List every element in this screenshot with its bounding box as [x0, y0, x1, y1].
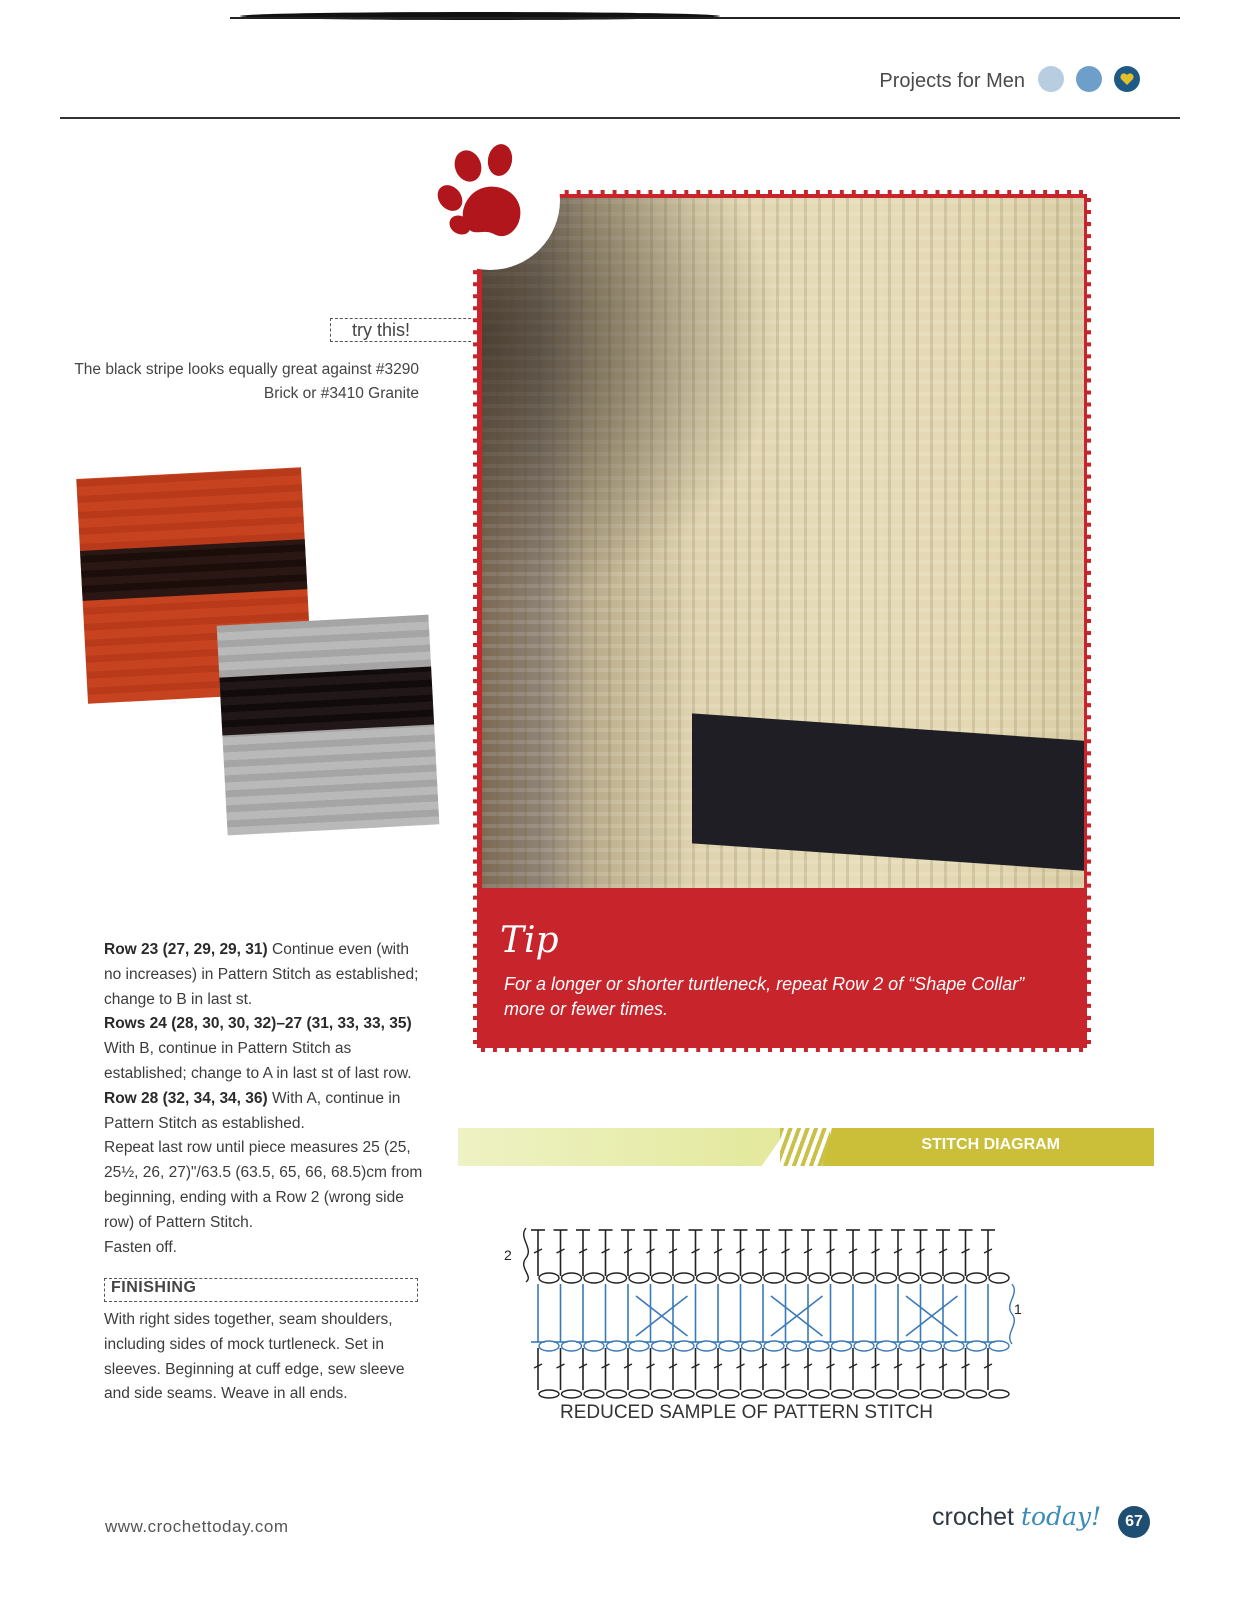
foundation-chain-loop [854, 1390, 874, 1398]
foundation-chain [534, 1348, 1009, 1398]
row-28-paragraph [104, 1087, 424, 1137]
foundation-chain-loop [539, 1390, 559, 1398]
foundation-chain-loop [809, 1390, 829, 1398]
row-2-chain [562, 1273, 582, 1283]
foundation-chain-loop [607, 1390, 627, 1398]
section-title: Projects for Men [879, 70, 1025, 92]
row-2-chain [899, 1273, 919, 1283]
footer-brand [932, 1502, 1101, 1532]
brand-script: today! [1020, 1502, 1102, 1531]
page-number: 67 [1118, 1506, 1150, 1538]
foundation-chain-loop [629, 1390, 649, 1398]
row-2-chain [742, 1273, 762, 1283]
swatch-black-stripe [80, 539, 307, 601]
brand-plain: crochet [932, 1503, 1014, 1531]
row-2-chain [652, 1273, 672, 1283]
stitch-diagram [500, 1218, 1030, 1418]
stitch-diagram-banner-left [458, 1128, 788, 1166]
row-2-chain [584, 1273, 604, 1283]
row-2-chain [787, 1273, 807, 1283]
paw-icon [420, 130, 560, 270]
row-23-text: Continue even (with no increases) in Pattern Stitch as established; change to B in last st. [104, 941, 419, 1008]
row-2-chain [967, 1273, 987, 1283]
finishing-heading: FINISHING [111, 1279, 197, 1296]
foundation-chain-loop [832, 1390, 852, 1398]
row-2-chain [697, 1273, 717, 1283]
try-this-label: try this! [352, 320, 411, 340]
heart-dot-icon [1114, 66, 1140, 92]
row-2-chain [832, 1273, 852, 1283]
foundation-chain-loop [719, 1390, 739, 1398]
finishing-text: With right sides together, seam shoulders, including sides of mock turtleneck. Set in sleeves. Beginning at cuff edge, sew sleeve and side seams. Weave in all ends. [104, 1311, 405, 1403]
rows-24-label: Rows 24 (28, 30, 30, 32)–27 (31, 33, 33, 35) [104, 1015, 412, 1033]
pattern-instructions [104, 938, 424, 1260]
repeat-paragraph: Repeat last row until piece measures 25 (25, 25½, 26, 27)"/63.5 (63.5, 65, 66, 68.5)cm from beginning, ending with a Row 2 (wrong side row) of Pattern Stitch. [104, 1139, 423, 1231]
row-2-label: 2 [504, 1247, 512, 1263]
row-2-chain [674, 1273, 694, 1283]
diagram-caption: REDUCED SAMPLE OF PATTERN STITCH [560, 1402, 933, 1423]
row-1-label: 1 [1014, 1301, 1022, 1317]
row-23-label: Row 23 (27, 29, 29, 31) [104, 941, 268, 958]
rows-24-paragraph [104, 1012, 424, 1086]
stitch-diagram-banner-stripes [780, 1128, 830, 1166]
frame-dashed-border [473, 190, 1091, 1052]
tip-text: For a longer or shorter turtleneck, repeat Row 2 of “Shape Collar” more or fewer times. [504, 974, 1025, 1019]
row-28-label: Row 28 (32, 34, 34, 36) [104, 1089, 268, 1107]
row-2-chain [607, 1273, 627, 1283]
row-2-chain [764, 1273, 784, 1283]
medium-dot-icon [1076, 66, 1102, 92]
try-this-text: The black stripe looks equally great against #3290 Brick or #3410 Granite [74, 361, 419, 402]
row-2-chain [629, 1273, 649, 1283]
tip-title: Tip [500, 920, 559, 961]
foundation-chain-loop [652, 1390, 672, 1398]
foundation-chain-loop [944, 1390, 964, 1398]
foundation-chain-loop [922, 1390, 942, 1398]
row-23-paragraph [104, 938, 424, 1012]
foundation-chain-loop [877, 1390, 897, 1398]
foundation-chain-loop [584, 1390, 604, 1398]
row-2-chain [719, 1273, 739, 1283]
row-2-chain [922, 1273, 942, 1283]
granite-swatch-image [217, 615, 440, 836]
row-28-text: With A, continue in Pattern Stitch as established. [104, 1089, 401, 1132]
foundation-chain-loop [764, 1390, 784, 1398]
stitch-diagram-heading: STITCH DIAGRAM [921, 1136, 1060, 1153]
row-2-turning-chain [524, 1228, 529, 1282]
heart-icon [1114, 66, 1140, 92]
header-rule [60, 117, 1180, 119]
row-2-chain [944, 1273, 964, 1283]
footer-url-link[interactable]: www.crochettoday.com [105, 1517, 289, 1536]
row-2-chain [854, 1273, 874, 1283]
foundation-chain-loop [697, 1390, 717, 1398]
swatch-black-stripe [219, 667, 434, 736]
row-2-chain [877, 1273, 897, 1283]
row-2-chain [989, 1273, 1009, 1283]
foundation-chain-loop [674, 1390, 694, 1398]
foundation-chain-loop [787, 1390, 807, 1398]
rows-24-text: With B, continue in Pattern Stitch as established; change to A in last st of last row. [104, 1040, 412, 1082]
row-1-stitches [531, 1284, 1014, 1351]
row-1-chain [989, 1341, 1009, 1351]
fasten-off-text: Fasten off. [104, 1238, 177, 1256]
foundation-chain-loop [989, 1390, 1009, 1398]
row-2-stitches [524, 1228, 1009, 1283]
foundation-chain-loop [562, 1390, 582, 1398]
foundation-chain-loop [899, 1390, 919, 1398]
paw-badge [420, 130, 560, 270]
light-dot-icon [1038, 66, 1064, 92]
row-2-chain [539, 1273, 559, 1283]
foundation-chain-loop [967, 1390, 987, 1398]
foundation-chain-loop [742, 1390, 762, 1398]
row-2-chain [809, 1273, 829, 1283]
header-top-rule [230, 17, 1180, 19]
